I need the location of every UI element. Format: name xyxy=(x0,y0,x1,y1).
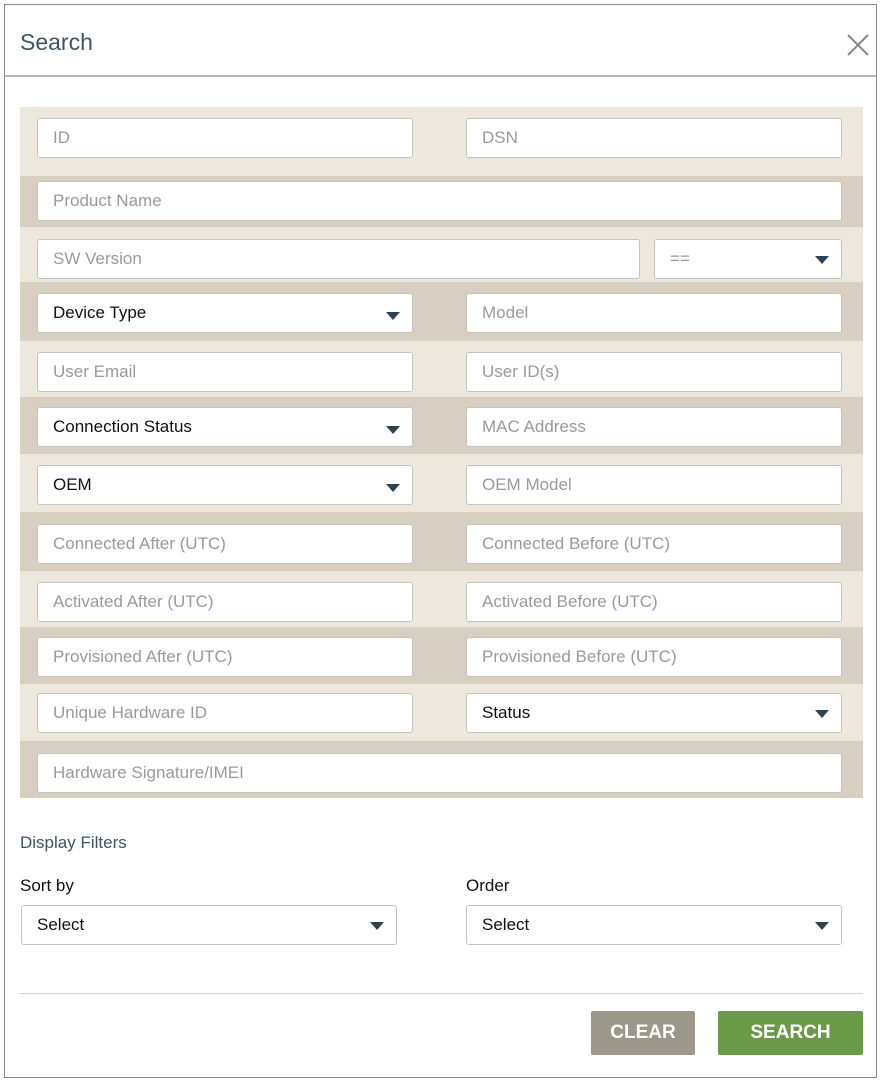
oem-select[interactable] xyxy=(37,465,413,505)
filter-grid xyxy=(20,107,863,798)
chevron-down-icon xyxy=(386,426,400,434)
sw-operator-value: == xyxy=(670,249,690,268)
dialog-header xyxy=(5,5,876,77)
filter-row xyxy=(20,741,863,798)
display-filters-title: Display Filters xyxy=(20,833,127,852)
sw-version-input[interactable]: SW Version xyxy=(37,239,640,279)
device-type-select[interactable] xyxy=(37,293,413,333)
oem-model-input[interactable]: OEM Model xyxy=(466,465,842,505)
chevron-down-icon xyxy=(815,922,829,930)
dsn-input[interactable]: DSN xyxy=(466,118,842,158)
order-label: Order xyxy=(466,876,510,895)
sw-version-operator-select[interactable] xyxy=(654,239,842,279)
order-value: Select xyxy=(482,915,530,934)
user-email-input[interactable]: User Email xyxy=(37,352,413,392)
mac-address-input[interactable]: MAC Address xyxy=(466,407,842,447)
filter-row xyxy=(20,227,863,282)
status-select[interactable] xyxy=(466,693,842,733)
filter-row xyxy=(20,571,863,627)
model-input[interactable]: Model xyxy=(466,293,842,333)
filter-row xyxy=(20,627,863,684)
sort-by-select[interactable] xyxy=(21,905,397,945)
sort-by-value: Select xyxy=(37,915,85,934)
filter-row xyxy=(20,176,863,227)
connected-after-input[interactable]: Connected After (UTC) xyxy=(37,524,413,564)
footer-divider xyxy=(20,993,863,994)
provisioned-before-input[interactable]: Provisioned Before (UTC) xyxy=(466,637,842,677)
unique-hardware-id-input[interactable]: Unique Hardware ID xyxy=(37,693,413,733)
filter-row xyxy=(20,282,863,341)
clear-button[interactable]: CLEAR xyxy=(591,1011,695,1055)
order-select[interactable] xyxy=(466,905,842,945)
filter-row xyxy=(20,107,863,176)
chevron-down-icon xyxy=(386,312,400,320)
chevron-down-icon xyxy=(370,922,384,930)
id-input[interactable]: ID xyxy=(37,118,413,158)
user-ids-input[interactable]: User ID(s) xyxy=(466,352,842,392)
chevron-down-icon xyxy=(815,256,829,264)
filter-row xyxy=(20,397,863,454)
hardware-signature-input[interactable]: Hardware Signature/IMEI xyxy=(37,753,842,793)
connection-status-select[interactable] xyxy=(37,407,413,447)
chevron-down-icon xyxy=(386,484,400,492)
filter-row xyxy=(20,684,863,741)
search-dialog xyxy=(4,4,877,1078)
status-value: Status xyxy=(482,703,531,722)
connection-status-value: Connection Status xyxy=(53,417,192,436)
sort-by-label: Sort by xyxy=(20,876,74,895)
product-name-input[interactable]: Product Name xyxy=(37,181,842,221)
search-button[interactable]: SEARCH xyxy=(718,1011,863,1055)
chevron-down-icon xyxy=(815,710,829,718)
activated-before-input[interactable]: Activated Before (UTC) xyxy=(466,582,842,622)
oem-value: OEM xyxy=(53,475,92,494)
filter-row xyxy=(20,341,863,397)
provisioned-after-input[interactable]: Provisioned After (UTC) xyxy=(37,637,413,677)
filter-row xyxy=(20,512,863,571)
activated-after-input[interactable]: Activated After (UTC) xyxy=(37,582,413,622)
connected-before-input[interactable]: Connected Before (UTC) xyxy=(466,524,842,564)
close-icon[interactable] xyxy=(846,33,870,57)
dialog-title: Search xyxy=(20,29,93,55)
device-type-value: Device Type xyxy=(53,303,147,322)
filter-row xyxy=(20,454,863,512)
